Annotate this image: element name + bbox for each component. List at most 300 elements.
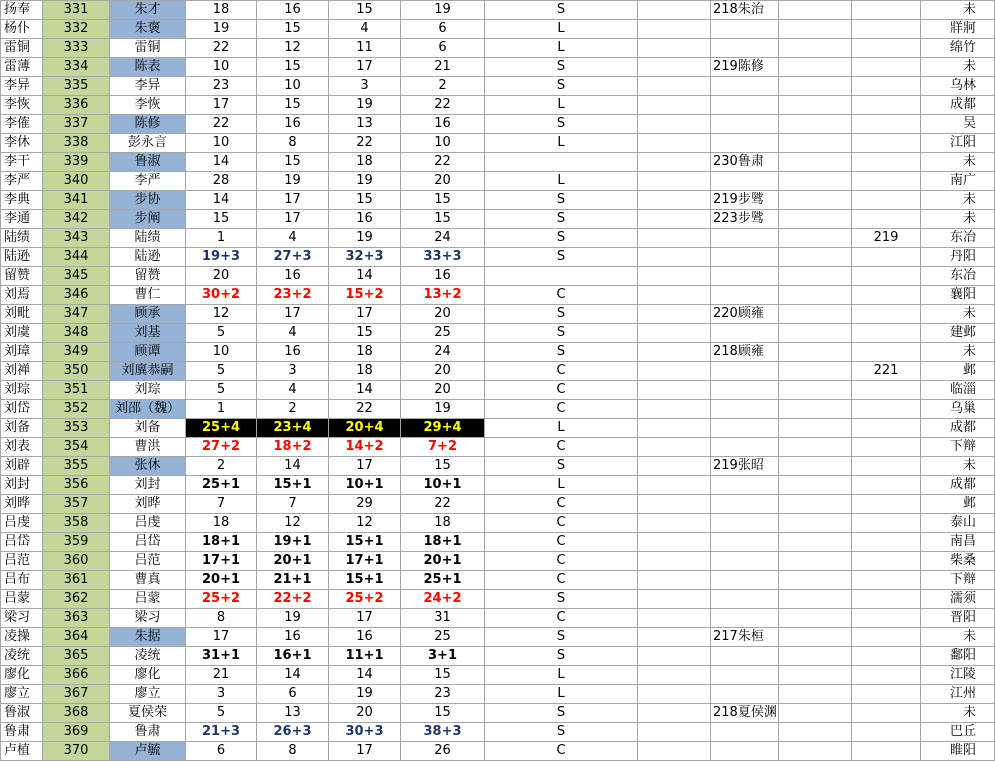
- stat-cell-3[interactable]: 13: [329, 115, 401, 134]
- stat-cell-1[interactable]: 17: [186, 96, 257, 115]
- stat-cell-3[interactable]: [329, 248, 401, 267]
- empty-cell[interactable]: [779, 20, 852, 39]
- alias-cell[interactable]: 凌统: [110, 647, 186, 666]
- stat-cell-3[interactable]: 3: [329, 77, 401, 96]
- officer-id-cell[interactable]: 353: [43, 419, 110, 438]
- empty-cell[interactable]: [779, 153, 852, 172]
- generation-cell[interactable]: [711, 419, 779, 438]
- stat-cell-3[interactable]: [329, 533, 401, 552]
- officer-name-cell[interactable]: 鲁淑: [1, 704, 43, 723]
- stat-cell-2[interactable]: 17: [257, 191, 329, 210]
- location-cell[interactable]: 未: [921, 628, 995, 647]
- stat-cell-3[interactable]: 19: [329, 172, 401, 191]
- location-cell[interactable]: 江阳: [921, 134, 995, 153]
- stat-cell-2[interactable]: [257, 647, 329, 666]
- stat-cell-2[interactable]: 4: [257, 324, 329, 343]
- officer-id-cell[interactable]: 341: [43, 191, 110, 210]
- location-cell[interactable]: 未: [921, 58, 995, 77]
- alias-cell[interactable]: 李异: [110, 77, 186, 96]
- year-cell[interactable]: [852, 1, 921, 20]
- stat-cell-3[interactable]: 17: [329, 457, 401, 476]
- location-cell[interactable]: 未: [921, 457, 995, 476]
- stat-cell-1[interactable]: [186, 419, 257, 438]
- empty-cell[interactable]: [638, 533, 711, 552]
- stat-cell-4[interactable]: 22: [401, 96, 485, 115]
- year-cell[interactable]: [852, 457, 921, 476]
- alias-cell[interactable]: 鲁淑: [110, 153, 186, 172]
- generation-cell[interactable]: [711, 533, 779, 552]
- stat-cell-1[interactable]: 23: [186, 77, 257, 96]
- officer-id-cell[interactable]: 347: [43, 305, 110, 324]
- stat-cell-3[interactable]: 15: [329, 324, 401, 343]
- officer-id-cell[interactable]: 361: [43, 571, 110, 590]
- empty-cell[interactable]: [638, 20, 711, 39]
- generation-cell[interactable]: [711, 590, 779, 609]
- stat-cell-4[interactable]: [401, 552, 485, 571]
- officer-name-cell[interactable]: 雷铜: [1, 39, 43, 58]
- stat-cell-4[interactable]: 10: [401, 134, 485, 153]
- empty-cell[interactable]: [779, 134, 852, 153]
- officer-name-cell[interactable]: 杨仆: [1, 20, 43, 39]
- stat-cell-1[interactable]: [186, 571, 257, 590]
- officer-name-cell[interactable]: 刘岱: [1, 400, 43, 419]
- empty-cell[interactable]: [779, 533, 852, 552]
- location-cell[interactable]: 未: [921, 343, 995, 362]
- stat-cell-3[interactable]: [329, 647, 401, 666]
- stat-cell-3[interactable]: 18: [329, 153, 401, 172]
- year-cell[interactable]: [852, 438, 921, 457]
- alias-cell[interactable]: 陆绩: [110, 229, 186, 248]
- alias-cell[interactable]: 梁习: [110, 609, 186, 628]
- type-cell[interactable]: C: [485, 533, 638, 552]
- stat-cell-2[interactable]: 2: [257, 400, 329, 419]
- generation-cell[interactable]: 219陈修: [711, 58, 779, 77]
- empty-cell[interactable]: [779, 248, 852, 267]
- empty-cell[interactable]: [638, 39, 711, 58]
- stat-cell-4[interactable]: [401, 419, 485, 438]
- type-cell[interactable]: S: [485, 1, 638, 20]
- generation-cell[interactable]: 218朱治: [711, 1, 779, 20]
- stat-cell-3[interactable]: 4: [329, 20, 401, 39]
- empty-cell[interactable]: [779, 267, 852, 286]
- officer-name-cell[interactable]: 廖化: [1, 666, 43, 685]
- generation-cell[interactable]: [711, 381, 779, 400]
- officer-id-cell[interactable]: 364: [43, 628, 110, 647]
- stat-cell-1[interactable]: 18: [186, 514, 257, 533]
- generation-cell[interactable]: 219张昭: [711, 457, 779, 476]
- year-cell[interactable]: [852, 115, 921, 134]
- type-cell[interactable]: S: [485, 324, 638, 343]
- officer-id-cell[interactable]: 351: [43, 381, 110, 400]
- generation-cell[interactable]: 220顾雍: [711, 305, 779, 324]
- stat-cell-2[interactable]: [257, 419, 329, 438]
- stat-cell-4[interactable]: [401, 533, 485, 552]
- generation-cell[interactable]: [711, 77, 779, 96]
- year-cell[interactable]: [852, 533, 921, 552]
- stat-cell-2[interactable]: 15: [257, 20, 329, 39]
- stat-cell-4[interactable]: 24: [401, 229, 485, 248]
- location-cell[interactable]: 乌巢: [921, 400, 995, 419]
- type-cell[interactable]: L: [485, 419, 638, 438]
- stat-cell-3[interactable]: [329, 286, 401, 305]
- location-cell[interactable]: 邺: [921, 362, 995, 381]
- empty-cell[interactable]: [779, 704, 852, 723]
- stat-cell-2[interactable]: 3: [257, 362, 329, 381]
- empty-cell[interactable]: [638, 571, 711, 590]
- year-cell[interactable]: [852, 495, 921, 514]
- location-cell[interactable]: 江州: [921, 685, 995, 704]
- stat-cell-1[interactable]: 5: [186, 381, 257, 400]
- stat-cell-2[interactable]: [257, 248, 329, 267]
- stat-cell-1[interactable]: 1: [186, 229, 257, 248]
- stat-cell-3[interactable]: 11: [329, 39, 401, 58]
- alias-cell[interactable]: 顾谭: [110, 343, 186, 362]
- year-cell[interactable]: [852, 343, 921, 362]
- empty-cell[interactable]: [779, 191, 852, 210]
- location-cell[interactable]: 邺: [921, 495, 995, 514]
- location-cell[interactable]: 成都: [921, 96, 995, 115]
- officer-id-cell[interactable]: 349: [43, 343, 110, 362]
- stat-cell-1[interactable]: 7: [186, 495, 257, 514]
- stat-cell-2[interactable]: [257, 590, 329, 609]
- year-cell[interactable]: [852, 324, 921, 343]
- empty-cell[interactable]: [638, 172, 711, 191]
- empty-cell[interactable]: [779, 77, 852, 96]
- empty-cell[interactable]: [638, 704, 711, 723]
- empty-cell[interactable]: [638, 457, 711, 476]
- generation-cell[interactable]: [711, 362, 779, 381]
- generation-cell[interactable]: [711, 229, 779, 248]
- type-cell[interactable]: S: [485, 647, 638, 666]
- stat-cell-2[interactable]: 14: [257, 457, 329, 476]
- empty-cell[interactable]: [638, 210, 711, 229]
- stat-cell-4[interactable]: 15: [401, 191, 485, 210]
- generation-cell[interactable]: [711, 666, 779, 685]
- stat-cell-2[interactable]: 6: [257, 685, 329, 704]
- officer-name-cell[interactable]: 刘璋: [1, 343, 43, 362]
- empty-cell[interactable]: [638, 153, 711, 172]
- empty-cell[interactable]: [638, 115, 711, 134]
- stat-cell-1[interactable]: 18: [186, 1, 257, 20]
- alias-cell[interactable]: 吕岱: [110, 533, 186, 552]
- empty-cell[interactable]: [779, 115, 852, 134]
- officer-id-cell[interactable]: 362: [43, 590, 110, 609]
- empty-cell[interactable]: [779, 647, 852, 666]
- year-cell[interactable]: [852, 191, 921, 210]
- year-cell[interactable]: [852, 39, 921, 58]
- stat-cell-3[interactable]: [329, 419, 401, 438]
- alias-cell[interactable]: 曹真: [110, 571, 186, 590]
- generation-cell[interactable]: [711, 552, 779, 571]
- officer-name-cell[interactable]: 吕岱: [1, 533, 43, 552]
- stat-cell-4[interactable]: 6: [401, 39, 485, 58]
- type-cell[interactable]: S: [485, 343, 638, 362]
- generation-cell[interactable]: [711, 20, 779, 39]
- location-cell[interactable]: 下辩: [921, 438, 995, 457]
- officer-id-cell[interactable]: 339: [43, 153, 110, 172]
- stat-cell-2[interactable]: 19: [257, 609, 329, 628]
- empty-cell[interactable]: [638, 685, 711, 704]
- stat-cell-2[interactable]: 16: [257, 1, 329, 20]
- stat-cell-1[interactable]: 22: [186, 39, 257, 58]
- type-cell[interactable]: [485, 267, 638, 286]
- alias-cell[interactable]: 吕范: [110, 552, 186, 571]
- officer-name-cell[interactable]: 雷薄: [1, 58, 43, 77]
- officer-name-cell[interactable]: 刘晔: [1, 495, 43, 514]
- stat-cell-3[interactable]: 17: [329, 305, 401, 324]
- stat-cell-1[interactable]: 3: [186, 685, 257, 704]
- stat-cell-4[interactable]: 19: [401, 1, 485, 20]
- officer-id-cell[interactable]: 369: [43, 723, 110, 742]
- alias-cell[interactable]: 刘琮: [110, 381, 186, 400]
- officer-name-cell[interactable]: 陆逊: [1, 248, 43, 267]
- empty-cell[interactable]: [638, 324, 711, 343]
- stat-cell-2[interactable]: [257, 533, 329, 552]
- stat-cell-3[interactable]: 17: [329, 742, 401, 761]
- stat-cell-4[interactable]: 20: [401, 305, 485, 324]
- location-cell[interactable]: 泰山: [921, 514, 995, 533]
- stat-cell-2[interactable]: [257, 476, 329, 495]
- empty-cell[interactable]: [779, 324, 852, 343]
- stat-cell-1[interactable]: 10: [186, 343, 257, 362]
- year-cell[interactable]: [852, 552, 921, 571]
- stat-cell-3[interactable]: [329, 552, 401, 571]
- location-cell[interactable]: 临淄: [921, 381, 995, 400]
- empty-cell[interactable]: [779, 476, 852, 495]
- stat-cell-4[interactable]: 2: [401, 77, 485, 96]
- officer-id-cell[interactable]: 355: [43, 457, 110, 476]
- officer-name-cell[interactable]: 扬奉: [1, 1, 43, 20]
- officer-id-cell[interactable]: 333: [43, 39, 110, 58]
- stat-cell-2[interactable]: 10: [257, 77, 329, 96]
- stat-cell-2[interactable]: 4: [257, 381, 329, 400]
- stat-cell-4[interactable]: 22: [401, 153, 485, 172]
- stat-cell-1[interactable]: 14: [186, 153, 257, 172]
- empty-cell[interactable]: [638, 286, 711, 305]
- empty-cell[interactable]: [638, 229, 711, 248]
- year-cell[interactable]: [852, 210, 921, 229]
- officer-name-cell[interactable]: 刘封: [1, 476, 43, 495]
- empty-cell[interactable]: [779, 514, 852, 533]
- type-cell[interactable]: C: [485, 571, 638, 590]
- empty-cell[interactable]: [779, 286, 852, 305]
- officer-name-cell[interactable]: 吕布: [1, 571, 43, 590]
- officer-id-cell[interactable]: 356: [43, 476, 110, 495]
- generation-cell[interactable]: [711, 647, 779, 666]
- officer-id-cell[interactable]: 332: [43, 20, 110, 39]
- stat-cell-4[interactable]: 19: [401, 400, 485, 419]
- officer-id-cell[interactable]: 367: [43, 685, 110, 704]
- empty-cell[interactable]: [779, 210, 852, 229]
- year-cell[interactable]: [852, 58, 921, 77]
- location-cell[interactable]: 乌林: [921, 77, 995, 96]
- type-cell[interactable]: L: [485, 39, 638, 58]
- empty-cell[interactable]: [779, 628, 852, 647]
- stat-cell-2[interactable]: 17: [257, 305, 329, 324]
- officer-name-cell[interactable]: 留赞: [1, 267, 43, 286]
- empty-cell[interactable]: [779, 685, 852, 704]
- stat-cell-3[interactable]: 20: [329, 704, 401, 723]
- year-cell[interactable]: [852, 590, 921, 609]
- stat-cell-2[interactable]: 12: [257, 39, 329, 58]
- stat-cell-2[interactable]: 4: [257, 229, 329, 248]
- stat-cell-1[interactable]: 28: [186, 172, 257, 191]
- stat-cell-2[interactable]: 16: [257, 115, 329, 134]
- alias-cell[interactable]: 步阐: [110, 210, 186, 229]
- stat-cell-3[interactable]: [329, 476, 401, 495]
- generation-cell[interactable]: [711, 742, 779, 761]
- year-cell[interactable]: [852, 628, 921, 647]
- alias-cell[interactable]: 李恢: [110, 96, 186, 115]
- stat-cell-2[interactable]: [257, 571, 329, 590]
- stat-cell-3[interactable]: 19: [329, 685, 401, 704]
- location-cell[interactable]: 东冶: [921, 229, 995, 248]
- stat-cell-1[interactable]: [186, 552, 257, 571]
- alias-cell[interactable]: 朱褒: [110, 20, 186, 39]
- empty-cell[interactable]: [779, 438, 852, 457]
- empty-cell[interactable]: [779, 742, 852, 761]
- type-cell[interactable]: S: [485, 723, 638, 742]
- empty-cell[interactable]: [638, 666, 711, 685]
- officer-id-cell[interactable]: 363: [43, 609, 110, 628]
- empty-cell[interactable]: [638, 1, 711, 20]
- officer-id-cell[interactable]: 358: [43, 514, 110, 533]
- empty-cell[interactable]: [779, 571, 852, 590]
- year-cell[interactable]: [852, 476, 921, 495]
- year-cell[interactable]: [852, 704, 921, 723]
- type-cell[interactable]: L: [485, 476, 638, 495]
- empty-cell[interactable]: [638, 742, 711, 761]
- generation-cell[interactable]: 218顾雍: [711, 343, 779, 362]
- location-cell[interactable]: 鄱阳: [921, 647, 995, 666]
- stat-cell-1[interactable]: 10: [186, 134, 257, 153]
- empty-cell[interactable]: [779, 419, 852, 438]
- generation-cell[interactable]: [711, 267, 779, 286]
- alias-cell[interactable]: 廖立: [110, 685, 186, 704]
- location-cell[interactable]: 吴: [921, 115, 995, 134]
- empty-cell[interactable]: [638, 191, 711, 210]
- year-cell[interactable]: [852, 647, 921, 666]
- alias-cell[interactable]: 陈修: [110, 115, 186, 134]
- empty-cell[interactable]: [638, 438, 711, 457]
- type-cell[interactable]: L: [485, 172, 638, 191]
- stat-cell-4[interactable]: [401, 571, 485, 590]
- stat-cell-3[interactable]: 29: [329, 495, 401, 514]
- stat-cell-4[interactable]: [401, 248, 485, 267]
- type-cell[interactable]: C: [485, 742, 638, 761]
- officer-name-cell[interactable]: 凌操: [1, 628, 43, 647]
- empty-cell[interactable]: [638, 134, 711, 153]
- empty-cell[interactable]: [638, 343, 711, 362]
- generation-cell[interactable]: 218夏侯渊: [711, 704, 779, 723]
- type-cell[interactable]: C: [485, 362, 638, 381]
- alias-cell[interactable]: 曹仁: [110, 286, 186, 305]
- officer-name-cell[interactable]: 李异: [1, 77, 43, 96]
- empty-cell[interactable]: [779, 381, 852, 400]
- stat-cell-2[interactable]: 16: [257, 343, 329, 362]
- stat-cell-2[interactable]: 16: [257, 628, 329, 647]
- location-cell[interactable]: 南昌: [921, 533, 995, 552]
- stat-cell-1[interactable]: 2: [186, 457, 257, 476]
- stat-cell-1[interactable]: 12: [186, 305, 257, 324]
- empty-cell[interactable]: [779, 552, 852, 571]
- empty-cell[interactable]: [779, 723, 852, 742]
- type-cell[interactable]: C: [485, 381, 638, 400]
- stat-cell-2[interactable]: 15: [257, 96, 329, 115]
- alias-cell[interactable]: 刘封: [110, 476, 186, 495]
- location-cell[interactable]: 巴丘: [921, 723, 995, 742]
- empty-cell[interactable]: [779, 609, 852, 628]
- empty-cell[interactable]: [638, 647, 711, 666]
- alias-cell[interactable]: 朱才: [110, 1, 186, 20]
- type-cell[interactable]: L: [485, 666, 638, 685]
- stat-cell-2[interactable]: 17: [257, 210, 329, 229]
- generation-cell[interactable]: [711, 172, 779, 191]
- type-cell[interactable]: L: [485, 96, 638, 115]
- stat-cell-3[interactable]: [329, 438, 401, 457]
- location-cell[interactable]: 南广: [921, 172, 995, 191]
- officer-name-cell[interactable]: 刘表: [1, 438, 43, 457]
- officer-name-cell[interactable]: 鲁肃: [1, 723, 43, 742]
- type-cell[interactable]: C: [485, 514, 638, 533]
- stat-cell-1[interactable]: 22: [186, 115, 257, 134]
- empty-cell[interactable]: [779, 172, 852, 191]
- stat-cell-2[interactable]: 16: [257, 267, 329, 286]
- stat-cell-3[interactable]: 18: [329, 343, 401, 362]
- officer-id-cell[interactable]: 342: [43, 210, 110, 229]
- stat-cell-1[interactable]: [186, 248, 257, 267]
- stat-cell-1[interactable]: [186, 286, 257, 305]
- empty-cell[interactable]: [638, 381, 711, 400]
- year-cell[interactable]: [852, 96, 921, 115]
- stat-cell-2[interactable]: 8: [257, 742, 329, 761]
- officer-name-cell[interactable]: 刘备: [1, 419, 43, 438]
- year-cell[interactable]: [852, 153, 921, 172]
- generation-cell[interactable]: [711, 609, 779, 628]
- officer-id-cell[interactable]: 335: [43, 77, 110, 96]
- empty-cell[interactable]: [638, 590, 711, 609]
- type-cell[interactable]: S: [485, 628, 638, 647]
- location-cell[interactable]: 未: [921, 191, 995, 210]
- stat-cell-4[interactable]: [401, 647, 485, 666]
- year-cell[interactable]: 221: [852, 362, 921, 381]
- empty-cell[interactable]: [638, 305, 711, 324]
- empty-cell[interactable]: [779, 495, 852, 514]
- alias-cell[interactable]: 鲁肃: [110, 723, 186, 742]
- alias-cell[interactable]: 步协: [110, 191, 186, 210]
- stat-cell-1[interactable]: 10: [186, 58, 257, 77]
- stat-cell-3[interactable]: 15: [329, 1, 401, 20]
- stat-cell-4[interactable]: [401, 438, 485, 457]
- empty-cell[interactable]: [779, 666, 852, 685]
- stat-cell-3[interactable]: 22: [329, 134, 401, 153]
- stat-cell-1[interactable]: 1: [186, 400, 257, 419]
- empty-cell[interactable]: [638, 495, 711, 514]
- year-cell[interactable]: [852, 419, 921, 438]
- alias-cell[interactable]: 刘廙恭嗣: [110, 362, 186, 381]
- empty-cell[interactable]: [638, 362, 711, 381]
- location-cell[interactable]: 江陵: [921, 666, 995, 685]
- type-cell[interactable]: S: [485, 590, 638, 609]
- stat-cell-3[interactable]: 14: [329, 666, 401, 685]
- officer-id-cell[interactable]: 357: [43, 495, 110, 514]
- stat-cell-4[interactable]: 23: [401, 685, 485, 704]
- location-cell[interactable]: 濡须: [921, 590, 995, 609]
- officer-name-cell[interactable]: 李严: [1, 172, 43, 191]
- stat-cell-3[interactable]: 19: [329, 229, 401, 248]
- officer-name-cell[interactable]: 李通: [1, 210, 43, 229]
- empty-cell[interactable]: [779, 343, 852, 362]
